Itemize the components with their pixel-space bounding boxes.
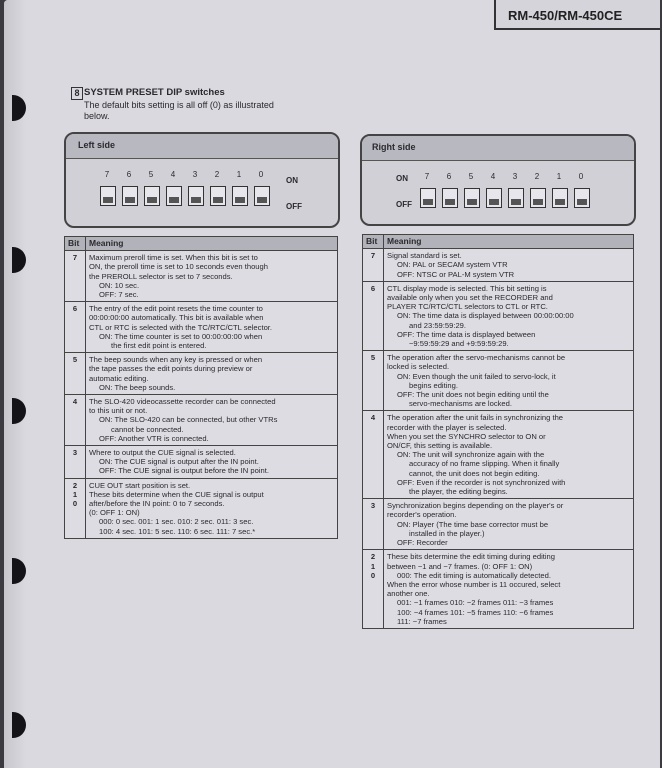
table-row <box>65 353 338 395</box>
bit-cell <box>65 353 86 395</box>
dip-switch[interactable] <box>144 186 160 206</box>
meaning-line: These bits determine the edit timing during editing <box>387 552 556 562</box>
meaning-line: installed in the player.) <box>409 528 485 538</box>
table-row <box>363 351 634 411</box>
meaning-line: Synchronization begins depending on the player's or <box>387 501 564 511</box>
dip-switch[interactable] <box>254 186 270 206</box>
switch-number-label: 4 <box>170 170 176 179</box>
right-bit-table <box>362 234 634 629</box>
on-label: ON <box>396 174 408 183</box>
meaning-line: recorder's operation. <box>387 510 457 520</box>
switch-number-label: 2 <box>534 172 540 181</box>
intro-line: below. <box>84 111 110 121</box>
binder-hole <box>12 712 26 738</box>
table-row <box>65 478 338 538</box>
meaning-line: automatic editing. <box>89 373 149 383</box>
meaning-line: When the error whose number is 11 occured, select <box>387 579 561 589</box>
switch-number-label: 0 <box>578 172 584 181</box>
bit-number: 3 <box>370 501 376 511</box>
meaning-line: −9:59:59:29 and +9:59:59:29. <box>409 339 509 349</box>
meaning-column-header: Meaning <box>86 237 338 251</box>
meaning-line: OFF: Another VTR is connected. <box>99 433 209 443</box>
dip-switch[interactable] <box>508 188 524 208</box>
binder-hole <box>12 95 26 121</box>
meaning-line: Maximum preroll time is set. When this bit is set to <box>89 253 258 263</box>
table-row <box>363 281 634 350</box>
right-side-switch-panel <box>360 134 636 226</box>
meaning-column-header: Meaning <box>384 235 634 249</box>
meaning-cell <box>86 353 338 395</box>
bit-number: 6 <box>370 283 376 293</box>
left-side-switch-panel <box>64 132 340 228</box>
bit-cell <box>363 281 384 350</box>
meaning-line: after/before the IN point: 0 to 7 seconds. <box>89 499 225 509</box>
bit-column-header: Bit <box>65 237 86 251</box>
table-row <box>363 550 634 629</box>
bit-cell <box>65 251 86 302</box>
bit-cell <box>65 302 86 353</box>
dip-switch[interactable] <box>464 188 480 208</box>
switch-number-label: 3 <box>512 172 518 181</box>
bit-number: 7 <box>72 253 78 263</box>
meaning-line: available only when you set the RECORDER and <box>387 293 553 303</box>
binder-hole <box>12 558 26 584</box>
section-intro <box>84 100 284 122</box>
bit-number: 0 <box>72 499 78 509</box>
table-header-row <box>363 235 634 249</box>
table-row <box>363 411 634 499</box>
meaning-line: Signal standard is set. <box>387 251 462 261</box>
meaning-line: (0: OFF 1: ON) <box>89 508 140 518</box>
meaning-line: The beep sounds when any key is pressed or when <box>89 355 263 365</box>
switch-number-label: 6 <box>126 170 132 179</box>
meaning-cell <box>86 478 338 538</box>
meaning-line: OFF: The CUE signal is output before the IN point. <box>99 466 269 476</box>
bit-number: 4 <box>72 397 78 407</box>
dip-switch[interactable] <box>232 186 248 206</box>
dip-switch[interactable] <box>188 186 204 206</box>
meaning-line: and 23:59:59:29. <box>409 320 467 330</box>
meaning-line: another one. <box>387 589 430 599</box>
dip-switch[interactable] <box>166 186 182 206</box>
meaning-line: begins editing. <box>409 380 458 390</box>
bit-number: 2 <box>72 480 78 490</box>
switch-number-label: 7 <box>104 170 110 179</box>
meaning-line: servo-mechanisms are locked. <box>409 399 512 409</box>
meaning-line: CTL or RTC is selected with the TC/RTC/CTL selector. <box>89 322 273 332</box>
meaning-line: accuracy of no frame slipping. When it finally <box>409 459 560 469</box>
bit-cell <box>363 351 384 411</box>
meaning-line: 00:00:00:00 automatically. This bit is available when <box>89 313 264 323</box>
dip-switch[interactable] <box>100 186 116 206</box>
table-row <box>363 499 634 550</box>
bit-number: 4 <box>370 413 376 423</box>
meaning-cell <box>86 395 338 446</box>
table-row <box>65 251 338 302</box>
bit-number: 5 <box>72 355 78 365</box>
meaning-line: ON: The beep sounds. <box>99 382 176 392</box>
meaning-cell <box>384 351 634 411</box>
meaning-line: ON: 10 sec. <box>99 280 140 290</box>
meaning-line: CTL display mode is selected. This bit setting is <box>387 283 547 293</box>
meaning-cell <box>86 302 338 353</box>
binder-margin <box>4 0 26 768</box>
off-label: OFF <box>286 202 302 211</box>
dip-switch[interactable] <box>552 188 568 208</box>
bit-cell <box>65 395 86 446</box>
right-panel-title: Right side <box>372 142 416 152</box>
table-row <box>65 395 338 446</box>
bit-number: 1 <box>72 489 78 499</box>
meaning-line: 111: −7 frames <box>397 616 447 626</box>
bit-cell <box>363 249 384 282</box>
meaning-cell <box>384 550 634 629</box>
section-title: SYSTEM PRESET DIP switches <box>84 87 225 98</box>
meaning-line: ON, the preroll time is set to 10 seconds even though <box>89 262 268 272</box>
bit-number: 1 <box>370 561 376 571</box>
bit-cell <box>65 446 86 479</box>
meaning-line: The operation after the unit fails in synchronizing the <box>387 413 564 423</box>
binder-hole <box>12 398 26 424</box>
meaning-line: OFF: Even if the recorder is not synchronized with <box>397 477 566 487</box>
bit-cell <box>65 478 86 538</box>
meaning-line: ON: PAL or SECAM system VTR <box>397 260 508 270</box>
bit-cell <box>363 499 384 550</box>
meaning-line: recorder with the player is selected. <box>387 422 507 432</box>
meaning-line: These bits determine when the CUE signal is output <box>89 489 264 499</box>
switch-number-label: 5 <box>148 170 154 179</box>
switch-number-label: 1 <box>556 172 562 181</box>
dip-switch[interactable] <box>210 186 226 206</box>
meaning-cell <box>384 281 634 350</box>
table-row <box>65 446 338 479</box>
meaning-line: 100: −4 frames 101: −5 frames 110: −6 frames <box>397 607 554 617</box>
switch-number-label: 0 <box>258 170 264 179</box>
meaning-line: cannot be connected. <box>111 424 184 434</box>
bit-number: 2 <box>370 552 376 562</box>
bit-cell <box>363 550 384 629</box>
switch-number-label: 3 <box>192 170 198 179</box>
meaning-line: The operation after the servo-mechanisms cannot be <box>387 353 566 363</box>
meaning-line: When you set the SYNCHRO selector to ON or <box>387 431 546 441</box>
table-row <box>65 302 338 353</box>
meaning-line: cannot, the unit does not begin editing. <box>409 468 540 478</box>
meaning-cell <box>384 411 634 499</box>
table-row <box>363 249 634 282</box>
bit-number: 5 <box>370 353 376 363</box>
table-header-row <box>65 237 338 251</box>
meaning-line: 001: −1 frames 010: −2 frames 011: −3 frames <box>397 598 554 608</box>
left-bit-table <box>64 236 338 539</box>
meaning-line: ON: The time data is displayed between 00:00:00:00 <box>397 311 574 321</box>
bit-cell <box>363 411 384 499</box>
meaning-line: the first edit point is entered. <box>111 341 207 351</box>
meaning-line: OFF: The unit does not begin editing until the <box>397 390 549 400</box>
manual-page <box>4 0 660 768</box>
switch-number-label: 2 <box>214 170 220 179</box>
meaning-line: 000: The edit timing is automatically detected. <box>397 570 551 580</box>
meaning-line: between −1 and −7 frames. (0: OFF 1: ON) <box>387 561 533 571</box>
meaning-line: PLAYER TC/RTC/CTL selectors to CTL or RTC. <box>387 302 548 312</box>
left-panel-title: Left side <box>78 140 116 150</box>
dip-switch[interactable] <box>530 188 546 208</box>
switch-number-label: 6 <box>446 172 452 181</box>
meaning-line: 000: 0 sec. 001: 1 sec. 010: 2 sec. 011: 3 sec. <box>99 517 254 527</box>
meaning-line: the PREROLL selector is set to 7 seconds. <box>89 271 233 281</box>
bit-number: 0 <box>370 570 376 580</box>
switch-number-label: 1 <box>236 170 242 179</box>
meaning-line: ON: Player (The time base corrector must be <box>397 519 549 529</box>
meaning-line: the player, the editing begins. <box>409 487 508 497</box>
meaning-cell <box>86 446 338 479</box>
dip-switch[interactable] <box>122 186 138 206</box>
switch-number-label: 5 <box>468 172 474 181</box>
intro-line: The default bits setting is all off (0) as illustrated <box>84 100 274 110</box>
meaning-line: the tape passes the edit points during preview or <box>89 364 253 374</box>
meaning-line: locked is selected. <box>387 362 450 372</box>
dip-switch[interactable] <box>486 188 502 208</box>
meaning-line: ON: The unit will synchronize again with the <box>397 450 545 460</box>
meaning-line: OFF: 7 sec. <box>99 290 139 300</box>
off-label: OFF <box>396 200 412 209</box>
meaning-cell <box>384 499 634 550</box>
meaning-line: The SLO-420 videocassette recorder can be connected <box>89 397 276 407</box>
binder-hole <box>12 247 26 273</box>
dip-switch[interactable] <box>420 188 436 208</box>
meaning-cell <box>86 251 338 302</box>
on-label: ON <box>286 176 298 185</box>
meaning-cell <box>384 249 634 282</box>
dip-switch[interactable] <box>442 188 458 208</box>
meaning-line: ON: The SLO-420 can be connected, but other VTRs <box>99 415 278 425</box>
dip-switch[interactable] <box>574 188 590 208</box>
meaning-line: The entry of the edit point resets the time counter to <box>89 304 263 314</box>
bit-column-header: Bit <box>363 235 384 249</box>
meaning-line: Where to output the CUE signal is selected. <box>89 448 236 458</box>
meaning-line: ON/CF, this setting is available. <box>387 441 493 451</box>
bit-number: 6 <box>72 304 78 314</box>
meaning-line: ON: Even though the unit failed to servo-lock, it <box>397 371 556 381</box>
switch-number-label: 7 <box>424 172 430 181</box>
bit-number: 7 <box>370 251 376 261</box>
meaning-line: OFF: Recorder <box>397 538 448 548</box>
switch-number-label: 4 <box>490 172 496 181</box>
meaning-line: 100: 4 sec. 101: 5 sec. 110: 6 sec. 111: 7 sec.* <box>99 526 256 536</box>
meaning-line: CUE OUT start position is set. <box>89 480 191 490</box>
meaning-line: ON: The time counter is set to 00:00:00:00 when <box>99 331 263 341</box>
meaning-line: ON: The CUE signal is output after the IN point. <box>99 457 259 467</box>
meaning-line: to this unit or not. <box>89 406 148 416</box>
page-header-title: RM-450/RM-450CE <box>508 8 623 23</box>
section-number: 8 <box>71 87 83 100</box>
meaning-line: OFF: The time data is displayed between <box>397 329 536 339</box>
meaning-line: OFF: NTSC or PAL-M system VTR <box>397 269 515 279</box>
bit-number: 3 <box>72 448 78 458</box>
